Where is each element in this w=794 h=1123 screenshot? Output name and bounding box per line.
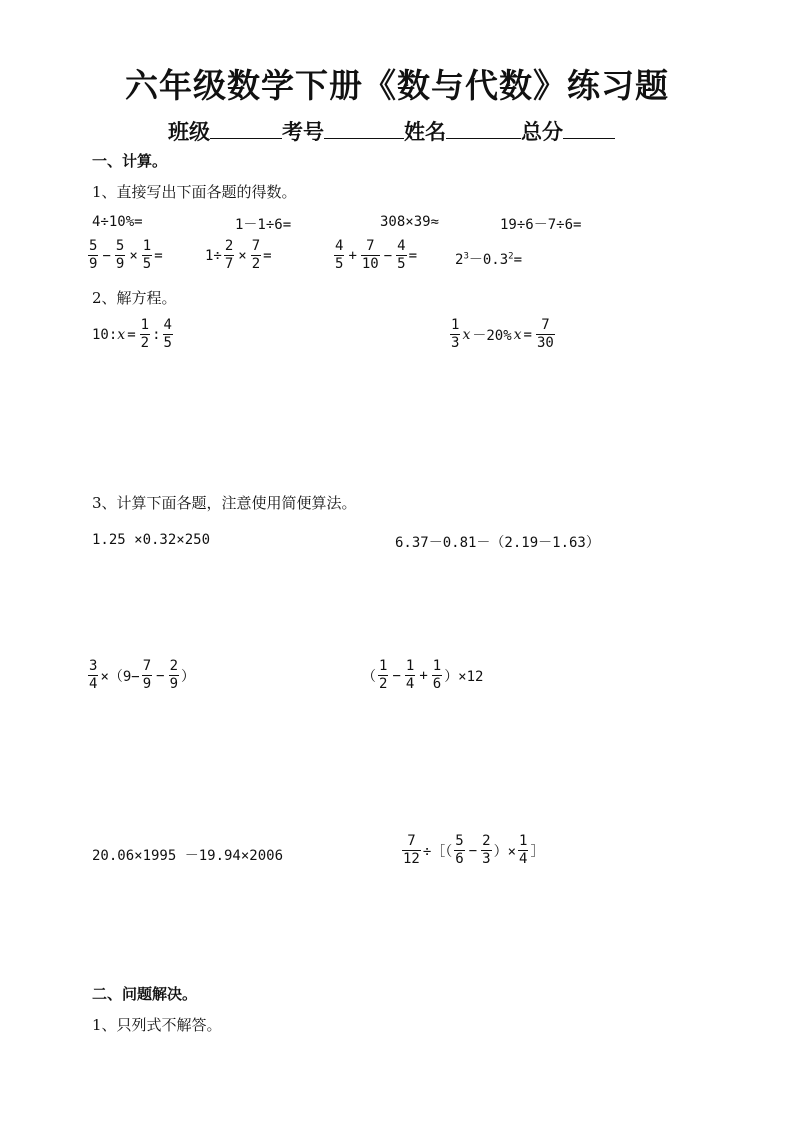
math-token: + [419,667,428,684]
calc-expr-6 [400,833,544,868]
denominator: 6 [455,851,464,867]
fraction [142,658,152,693]
math-token: − [102,247,111,264]
denominator: 9 [89,256,98,272]
math-token: ） [181,668,196,685]
score-blank[interactable] [563,118,615,139]
section-2-heading: 二、问题解决。 [92,985,198,1003]
denominator: 9 [169,676,179,692]
calc-expr-3 [86,658,195,693]
math-token: = [127,326,136,343]
math-token: + [348,247,357,264]
numerator: 1 [379,658,388,674]
numerator: 7 [366,238,375,254]
math-token: 2 [508,251,514,262]
denominator: 5 [163,335,172,351]
fraction [140,317,150,352]
denominator: 5 [142,256,152,272]
oral-fraction-expr-2 [205,238,272,273]
math-token: （ [362,668,376,685]
fraction [251,238,261,273]
math-token: : [152,326,161,343]
numerator: 5 [115,238,125,254]
score-label: 总分 [521,119,563,144]
numerator: 2 [224,238,234,254]
math-token: ×（9− [100,668,140,685]
math-token: × [129,247,138,264]
fraction [88,658,98,693]
math-token: ］ [530,843,545,860]
numerator: 7 [251,238,261,254]
math-token: = [263,247,272,264]
class-blank[interactable] [210,118,282,139]
numerator: 2 [482,833,491,849]
calc-expr-1: 1.25 ×0.32×250 [92,532,211,548]
fraction [402,833,421,868]
math-token: × [238,247,247,264]
numerator: 5 [455,833,464,849]
math-token: = [513,252,523,268]
math-token: 2 [455,252,464,268]
fraction [224,238,234,273]
denominator: 5 [335,256,344,272]
fraction [518,833,528,868]
denominator: 7 [224,256,234,272]
calc-expr-5: 20.06×1995 －19.94×2006 [92,848,284,864]
numerator: 5 [89,238,98,254]
numerator: 4 [397,238,406,254]
math-token: ）×12 [444,668,484,685]
fraction [481,833,491,868]
oral-power-expr [455,249,522,269]
student-info-line [168,116,615,146]
fraction [405,658,415,693]
denominator: 10 [361,256,379,272]
oral-fraction-expr-3 [332,238,417,273]
fraction [334,238,344,273]
denominator: 3 [451,335,460,351]
math-token: − [468,842,478,859]
numerator: 1 [451,317,460,333]
fraction [378,658,388,693]
denominator: 9 [142,676,152,692]
number-blank[interactable] [324,118,404,139]
section-2-question-1-label: 1、只列式不解答。 [92,1016,222,1034]
numerator: 4 [335,238,344,254]
numerator: 7 [407,833,416,849]
calc-expr-4 [362,658,483,693]
numerator: 7 [541,317,550,333]
question-2-label: 2、解方程。 [92,289,177,307]
denominator: 2 [251,256,261,272]
oral-expr-4: 19÷6－7÷6= [500,217,582,233]
class-label: 班级 [168,119,210,144]
math-token: 1÷ [205,247,222,264]
number-label: 考号 [282,119,324,144]
numerator: 4 [163,317,172,333]
denominator: 9 [115,256,125,272]
fraction [88,238,98,273]
page-title: 六年级数学下册《数与代数》练习题 [125,66,669,105]
math-token: = [408,247,418,264]
fraction [396,238,406,273]
math-token: x [462,326,471,343]
oral-expr-2: 1－1÷6= [235,217,292,233]
equation-2 [448,317,557,352]
numerator: 2 [169,658,179,674]
denominator: 5 [397,256,406,272]
math-token: ÷［（ [422,843,453,860]
fraction [450,317,460,352]
numerator: 1 [140,317,150,333]
math-token: = [523,326,532,343]
oral-fraction-expr-1 [86,238,163,273]
section-1-heading: 一、计算。 [92,152,168,170]
fraction [115,238,125,273]
math-token: x [513,326,522,343]
math-token: x [117,326,126,343]
fraction [536,317,555,352]
name-label: 姓名 [404,119,446,144]
math-token: －0.3 [468,252,509,268]
question-1-label: 1、直接写出下面各题的得数。 [92,183,297,201]
math-token: ）× [493,843,517,860]
numerator: 1 [405,658,415,674]
numerator: 1 [142,238,152,254]
calc-expr-2: 6.37－0.81－（2.19－1.63） [395,535,600,551]
fraction [454,833,464,868]
fraction [169,658,179,693]
oral-expr-1: 4÷10%= [92,214,143,230]
denominator: 4 [89,676,98,692]
denominator: 30 [536,335,554,351]
denominator: 2 [140,335,150,351]
math-token: －20% [472,327,512,344]
fraction [361,238,380,273]
question-3-label: 3、计算下面各题，注意使用简便算法。 [92,494,357,512]
numerator: 3 [89,658,98,674]
math-token: = [154,247,163,264]
numerator: 1 [519,833,528,849]
math-token: − [392,667,401,684]
denominator: 2 [379,676,388,692]
fraction [142,238,152,273]
math-token: 10: [92,326,118,343]
denominator: 6 [432,676,442,692]
denominator: 3 [482,851,491,867]
denominator: 4 [405,676,415,692]
oral-expr-3: 308×39≈ [380,214,440,230]
denominator: 4 [519,851,528,867]
math-token: − [156,667,165,684]
equation-1 [92,317,175,352]
math-token: − [383,247,393,264]
numerator: 7 [142,658,152,674]
numerator: 1 [432,658,442,674]
fraction [432,658,442,693]
denominator: 12 [403,851,420,867]
math-token: 3 [463,251,469,262]
name-blank[interactable] [446,118,521,139]
fraction [163,317,173,352]
